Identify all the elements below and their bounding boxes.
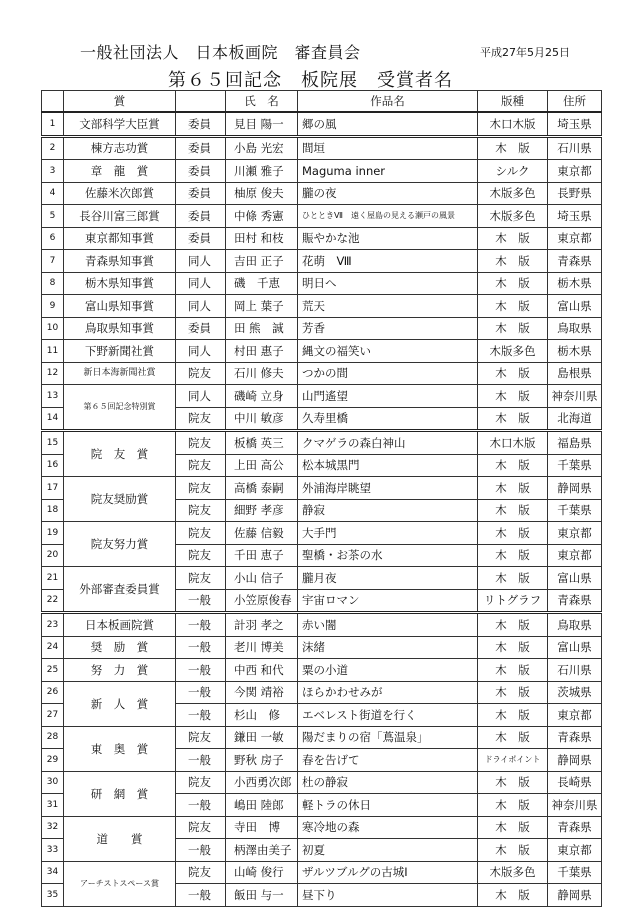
address-cell: 東京都 xyxy=(548,160,602,183)
table-row xyxy=(42,861,602,884)
membership-cell: 委員 xyxy=(176,205,226,228)
address-cell: 千葉県 xyxy=(548,861,602,884)
membership-cell: 院友 xyxy=(176,407,226,431)
membership-cell: 委員 xyxy=(176,317,226,340)
row-number: 11 xyxy=(42,340,64,363)
row-number: 3 xyxy=(42,160,64,183)
membership-cell: 一般 xyxy=(176,613,226,637)
address-cell: 石川県 xyxy=(548,659,602,682)
prize-cell: 東 奥 賞 xyxy=(64,726,176,771)
artist-name-cell: 柚原 俊夫 xyxy=(226,182,298,205)
prize-cell: 努 力 賞 xyxy=(64,659,176,682)
address-cell: 東京都 xyxy=(548,227,602,250)
row-number: 18 xyxy=(42,499,64,522)
artist-name-cell: 高橋 泰嗣 xyxy=(226,477,298,500)
print-type-cell: 木 版 xyxy=(478,567,548,590)
work-title-cell: 寒冷地の森 xyxy=(298,816,478,839)
artist-name-cell: 寺田 博 xyxy=(226,816,298,839)
address-cell: 静岡県 xyxy=(548,749,602,772)
print-type-cell: 木 版 xyxy=(478,613,548,637)
work-title-cell: エベレスト街道を行く xyxy=(298,704,478,727)
artist-name-cell: 山崎 俊行 xyxy=(226,861,298,884)
artist-name-cell: 上田 高公 xyxy=(226,454,298,477)
table-row xyxy=(42,182,602,205)
membership-cell: 院友 xyxy=(176,454,226,477)
prize-cell: 章 龍 賞 xyxy=(64,160,176,183)
membership-cell: 院友 xyxy=(176,771,226,794)
address-cell: 鳥取県 xyxy=(548,317,602,340)
artist-name-cell: 磯崎 立身 xyxy=(226,385,298,408)
print-type-cell: 木 版 xyxy=(478,385,548,408)
membership-cell: 院友 xyxy=(176,861,226,884)
print-type-cell: 木 版 xyxy=(478,636,548,659)
work-title-cell: 初夏 xyxy=(298,839,478,862)
address-cell: 東京都 xyxy=(548,522,602,545)
artist-name-cell: 石川 修夫 xyxy=(226,362,298,385)
print-type-cell: 木 版 xyxy=(478,794,548,817)
header-prize: 賞 xyxy=(64,91,176,113)
work-title-cell: 杜の静寂 xyxy=(298,771,478,794)
work-title-cell: 縄文の福笑い xyxy=(298,340,478,363)
row-number: 5 xyxy=(42,205,64,228)
address-cell: 東京都 xyxy=(548,544,602,567)
table-row xyxy=(42,362,602,385)
prize-cell: 長谷川富三郎賞 xyxy=(64,205,176,228)
header-address: 住所 xyxy=(548,91,602,113)
address-cell: 静岡県 xyxy=(548,477,602,500)
membership-cell: 院友 xyxy=(176,477,226,500)
work-title-cell: ほらかわせみが xyxy=(298,681,478,704)
work-title-cell: 花萌 Ⅷ xyxy=(298,250,478,273)
work-title-cell: 陽だまりの宿「蔦温泉」 xyxy=(298,726,478,749)
address-cell: 栃木県 xyxy=(548,272,602,295)
table-row xyxy=(42,567,602,590)
prize-cell: 富山県知事賞 xyxy=(64,295,176,318)
row-number: 27 xyxy=(42,704,64,727)
prize-cell: 奨 励 賞 xyxy=(64,636,176,659)
print-type-cell: 木版多色 xyxy=(478,861,548,884)
work-title-cell: 賑やかな池 xyxy=(298,227,478,250)
document-title: 第６５回記念 板院展 受賞者名 xyxy=(168,70,453,91)
print-type-cell: 木 版 xyxy=(478,884,548,907)
header-work: 作品名 xyxy=(298,91,478,113)
work-title-cell: Maguma inner xyxy=(298,160,478,183)
artist-name-cell: 佐藤 信毅 xyxy=(226,522,298,545)
row-number: 20 xyxy=(42,544,64,567)
address-cell: 富山県 xyxy=(548,295,602,318)
membership-cell: 一般 xyxy=(176,659,226,682)
work-title-cell: つかの間 xyxy=(298,362,478,385)
membership-cell: 一般 xyxy=(176,884,226,907)
membership-cell: 委員 xyxy=(176,182,226,205)
work-title-cell: 間垣 xyxy=(298,136,478,160)
table-row xyxy=(42,295,602,318)
prize-cell: 下野新聞社賞 xyxy=(64,340,176,363)
document-date: 平成27年5月25日 xyxy=(480,46,570,59)
artist-name-cell: 細野 孝彦 xyxy=(226,499,298,522)
membership-cell: 委員 xyxy=(176,160,226,183)
membership-cell: 院友 xyxy=(176,522,226,545)
row-number: 29 xyxy=(42,749,64,772)
address-cell: 青森県 xyxy=(548,816,602,839)
prize-cell: 院友努力賞 xyxy=(64,522,176,567)
table-row xyxy=(42,136,602,160)
prize-cell: 栃木県知事賞 xyxy=(64,272,176,295)
membership-cell: 院友 xyxy=(176,544,226,567)
address-cell: 静岡県 xyxy=(548,884,602,907)
artist-name-cell: 板橋 英三 xyxy=(226,431,298,455)
prize-cell: 外部審査委員賞 xyxy=(64,567,176,613)
row-number: 33 xyxy=(42,839,64,862)
row-number: 15 xyxy=(42,431,64,455)
row-number: 21 xyxy=(42,567,64,590)
work-title-cell: 沫緒 xyxy=(298,636,478,659)
work-title-cell: 外浦海岸眺望 xyxy=(298,477,478,500)
membership-cell: 同人 xyxy=(176,340,226,363)
print-type-cell: 木 版 xyxy=(478,681,548,704)
address-cell: 鳥取県 xyxy=(548,613,602,637)
print-type-cell: 木 版 xyxy=(478,227,548,250)
row-number: 31 xyxy=(42,794,64,817)
address-cell: 長野県 xyxy=(548,182,602,205)
row-number: 13 xyxy=(42,385,64,408)
work-title-cell: 芳香 xyxy=(298,317,478,340)
row-number: 4 xyxy=(42,182,64,205)
membership-cell: 委員 xyxy=(176,136,226,160)
print-type-cell: 木 版 xyxy=(478,317,548,340)
row-number: 22 xyxy=(42,589,64,613)
table-row xyxy=(42,250,602,273)
address-cell: 青森県 xyxy=(548,589,602,613)
membership-cell: 院友 xyxy=(176,499,226,522)
prize-cell: 院 友 賞 xyxy=(64,431,176,477)
address-cell: 島根県 xyxy=(548,362,602,385)
prize-cell: 日本板画院賞 xyxy=(64,613,176,637)
artist-name-cell: 小西勇次郎 xyxy=(226,771,298,794)
work-title-cell: 軽トラの休日 xyxy=(298,794,478,817)
artist-name-cell: 磯 千恵 xyxy=(226,272,298,295)
address-cell: 富山県 xyxy=(548,636,602,659)
table-row xyxy=(42,431,602,455)
artist-name-cell: 田 熊 誠 xyxy=(226,317,298,340)
artist-name-cell: 計羽 孝之 xyxy=(226,613,298,637)
membership-cell: 同人 xyxy=(176,250,226,273)
artist-name-cell: 飯田 与一 xyxy=(226,884,298,907)
work-title-cell: 宇宙ロマン xyxy=(298,589,478,613)
work-title-cell: ひとときⅦ 遠く屋島の見える瀬戸の風景 xyxy=(298,205,478,228)
artist-name-cell: 杉山 修 xyxy=(226,704,298,727)
artist-name-cell: 鎌田 一敏 xyxy=(226,726,298,749)
row-number: 19 xyxy=(42,522,64,545)
work-title-cell: 大手門 xyxy=(298,522,478,545)
row-number: 16 xyxy=(42,454,64,477)
prize-cell: 文部科学大臣賞 xyxy=(64,112,176,136)
membership-cell: 一般 xyxy=(176,839,226,862)
prize-cell: 第６５回記念特別賞 xyxy=(64,385,176,431)
work-title-cell: 昼下り xyxy=(298,884,478,907)
row-number: 26 xyxy=(42,681,64,704)
address-cell: 栃木県 xyxy=(548,340,602,363)
row-number: 35 xyxy=(42,884,64,907)
artist-name-cell: 中川 敏彦 xyxy=(226,407,298,431)
table-row xyxy=(42,385,602,408)
work-title-cell: 朧の夜 xyxy=(298,182,478,205)
row-number: 23 xyxy=(42,613,64,637)
address-cell: 青森県 xyxy=(548,250,602,273)
address-cell: 茨城県 xyxy=(548,681,602,704)
membership-cell: 一般 xyxy=(176,589,226,613)
membership-cell: 一般 xyxy=(176,704,226,727)
print-type-cell: 木 版 xyxy=(478,272,548,295)
membership-cell: 院友 xyxy=(176,362,226,385)
print-type-cell: 木 版 xyxy=(478,704,548,727)
work-title-cell: 粟の小道 xyxy=(298,659,478,682)
organization-name: 一般社団法人 日本板画院 審査員会 xyxy=(80,43,361,62)
address-cell: 千葉県 xyxy=(548,454,602,477)
work-title-cell: 久寿里橋 xyxy=(298,407,478,431)
print-type-cell: 木 版 xyxy=(478,522,548,545)
membership-cell: 同人 xyxy=(176,385,226,408)
prize-cell: 道 賞 xyxy=(64,816,176,861)
row-number: 8 xyxy=(42,272,64,295)
header-type: 版種 xyxy=(478,91,548,113)
address-cell: 東京都 xyxy=(548,839,602,862)
row-number: 17 xyxy=(42,477,64,500)
print-type-cell: 木 版 xyxy=(478,726,548,749)
artist-name-cell: 中西 和代 xyxy=(226,659,298,682)
table-row xyxy=(42,205,602,228)
print-type-cell: 木口木版 xyxy=(478,112,548,136)
print-type-cell: 木 版 xyxy=(478,839,548,862)
artist-name-cell: 小山 信子 xyxy=(226,567,298,590)
prize-cell: 新 人 賞 xyxy=(64,681,176,726)
award-table xyxy=(41,90,602,907)
table-row xyxy=(42,317,602,340)
work-title-cell: 山門遙望 xyxy=(298,385,478,408)
print-type-cell: 木 版 xyxy=(478,407,548,431)
address-cell: 千葉県 xyxy=(548,499,602,522)
membership-cell: 委員 xyxy=(176,227,226,250)
artist-name-cell: 嶋田 陸郎 xyxy=(226,794,298,817)
membership-cell: 同人 xyxy=(176,295,226,318)
work-title-cell: 明日へ xyxy=(298,272,478,295)
address-cell: 神奈川県 xyxy=(548,385,602,408)
work-title-cell: クマゲラの森白神山 xyxy=(298,431,478,455)
address-cell: 北海道 xyxy=(548,407,602,431)
print-type-cell: 木版多色 xyxy=(478,205,548,228)
work-title-cell: 赤い闇 xyxy=(298,613,478,637)
work-title-cell: 春を告げて xyxy=(298,749,478,772)
table-row xyxy=(42,681,602,704)
membership-cell: 委員 xyxy=(176,112,226,136)
work-title-cell: 郷の風 xyxy=(298,112,478,136)
print-type-cell: 木 版 xyxy=(478,544,548,567)
print-type-cell: 木口木版 xyxy=(478,431,548,455)
table-row xyxy=(42,659,602,682)
table-row xyxy=(42,816,602,839)
prize-cell: 棟方志功賞 xyxy=(64,136,176,160)
row-number: 12 xyxy=(42,362,64,385)
membership-cell: 院友 xyxy=(176,726,226,749)
membership-cell: 一般 xyxy=(176,749,226,772)
prize-cell: アーチストスペース賞 xyxy=(64,861,176,906)
prize-cell: 鳥取県知事賞 xyxy=(64,317,176,340)
prize-cell: 院友奨励賞 xyxy=(64,477,176,522)
table-row xyxy=(42,771,602,794)
row-number: 6 xyxy=(42,227,64,250)
table-row xyxy=(42,340,602,363)
artist-name-cell: 田村 和枝 xyxy=(226,227,298,250)
row-number: 1 xyxy=(42,112,64,136)
print-type-cell: 木版多色 xyxy=(478,340,548,363)
prize-cell: 東京都知事賞 xyxy=(64,227,176,250)
table-header-row xyxy=(42,91,602,113)
table-row xyxy=(42,636,602,659)
row-number: 25 xyxy=(42,659,64,682)
artist-name-cell: 川瀬 雅子 xyxy=(226,160,298,183)
address-cell: 青森県 xyxy=(548,726,602,749)
row-number: 2 xyxy=(42,136,64,160)
row-number: 32 xyxy=(42,816,64,839)
table-row xyxy=(42,726,602,749)
table-body xyxy=(42,112,602,906)
print-type-cell: 木 版 xyxy=(478,499,548,522)
membership-cell: 一般 xyxy=(176,794,226,817)
table-row xyxy=(42,477,602,500)
prize-cell: 青森県知事賞 xyxy=(64,250,176,273)
print-type-cell: 木 版 xyxy=(478,771,548,794)
row-number: 34 xyxy=(42,861,64,884)
row-number: 9 xyxy=(42,295,64,318)
artist-name-cell: 老川 博美 xyxy=(226,636,298,659)
row-number: 30 xyxy=(42,771,64,794)
membership-cell: 院友 xyxy=(176,567,226,590)
table-row xyxy=(42,112,602,136)
row-number: 14 xyxy=(42,407,64,431)
address-cell: 東京都 xyxy=(548,704,602,727)
work-title-cell: 荒天 xyxy=(298,295,478,318)
header-name: 氏 名 xyxy=(226,91,298,113)
header-class xyxy=(176,91,226,113)
table-row xyxy=(42,272,602,295)
print-type-cell: 木 版 xyxy=(478,362,548,385)
address-cell: 埼玉県 xyxy=(548,205,602,228)
print-type-cell: 木版多色 xyxy=(478,182,548,205)
address-cell: 福島県 xyxy=(548,431,602,455)
artist-name-cell: 見目 陽一 xyxy=(226,112,298,136)
prize-cell: 新日本海新聞社賞 xyxy=(64,362,176,385)
table-row xyxy=(42,227,602,250)
table-row xyxy=(42,613,602,637)
membership-cell: 一般 xyxy=(176,681,226,704)
print-type-cell: シルク xyxy=(478,160,548,183)
address-cell: 埼玉県 xyxy=(548,112,602,136)
print-type-cell: 木 版 xyxy=(478,477,548,500)
work-title-cell: 聖橋・お茶の水 xyxy=(298,544,478,567)
table-row xyxy=(42,522,602,545)
header-no xyxy=(42,91,64,113)
row-number: 24 xyxy=(42,636,64,659)
artist-name-cell: 中條 秀憲 xyxy=(226,205,298,228)
row-number: 7 xyxy=(42,250,64,273)
row-number: 10 xyxy=(42,317,64,340)
artist-name-cell: 吉田 正子 xyxy=(226,250,298,273)
address-cell: 神奈川県 xyxy=(548,794,602,817)
address-cell: 長崎県 xyxy=(548,771,602,794)
print-type-cell: リトグラフ xyxy=(478,589,548,613)
prize-cell: 研 網 賞 xyxy=(64,771,176,816)
artist-name-cell: 今関 靖裕 xyxy=(226,681,298,704)
print-type-cell: 木 版 xyxy=(478,454,548,477)
membership-cell: 院友 xyxy=(176,816,226,839)
print-type-cell: 木 版 xyxy=(478,659,548,682)
work-title-cell: 朧月夜 xyxy=(298,567,478,590)
artist-name-cell: 野秋 房子 xyxy=(226,749,298,772)
work-title-cell: ザルツブルグの古城Ⅰ xyxy=(298,861,478,884)
table-row xyxy=(42,160,602,183)
print-type-cell: ドライポイント xyxy=(478,749,548,772)
print-type-cell: 木 版 xyxy=(478,136,548,160)
artist-name-cell: 柄澤由美子 xyxy=(226,839,298,862)
address-cell: 富山県 xyxy=(548,567,602,590)
print-type-cell: 木 版 xyxy=(478,250,548,273)
membership-cell: 同人 xyxy=(176,272,226,295)
work-title-cell: 静寂 xyxy=(298,499,478,522)
artist-name-cell: 村田 惠子 xyxy=(226,340,298,363)
print-type-cell: 木 版 xyxy=(478,295,548,318)
artist-name-cell: 千田 恵子 xyxy=(226,544,298,567)
print-type-cell: 木 版 xyxy=(478,816,548,839)
artist-name-cell: 岡上 葉子 xyxy=(226,295,298,318)
address-cell: 石川県 xyxy=(548,136,602,160)
work-title-cell: 松本城黒門 xyxy=(298,454,478,477)
membership-cell: 院友 xyxy=(176,431,226,455)
membership-cell: 一般 xyxy=(176,636,226,659)
row-number: 28 xyxy=(42,726,64,749)
artist-name-cell: 小島 光宏 xyxy=(226,136,298,160)
prize-cell: 佐藤米次郎賞 xyxy=(64,182,176,205)
artist-name-cell: 小笠原俊春 xyxy=(226,589,298,613)
